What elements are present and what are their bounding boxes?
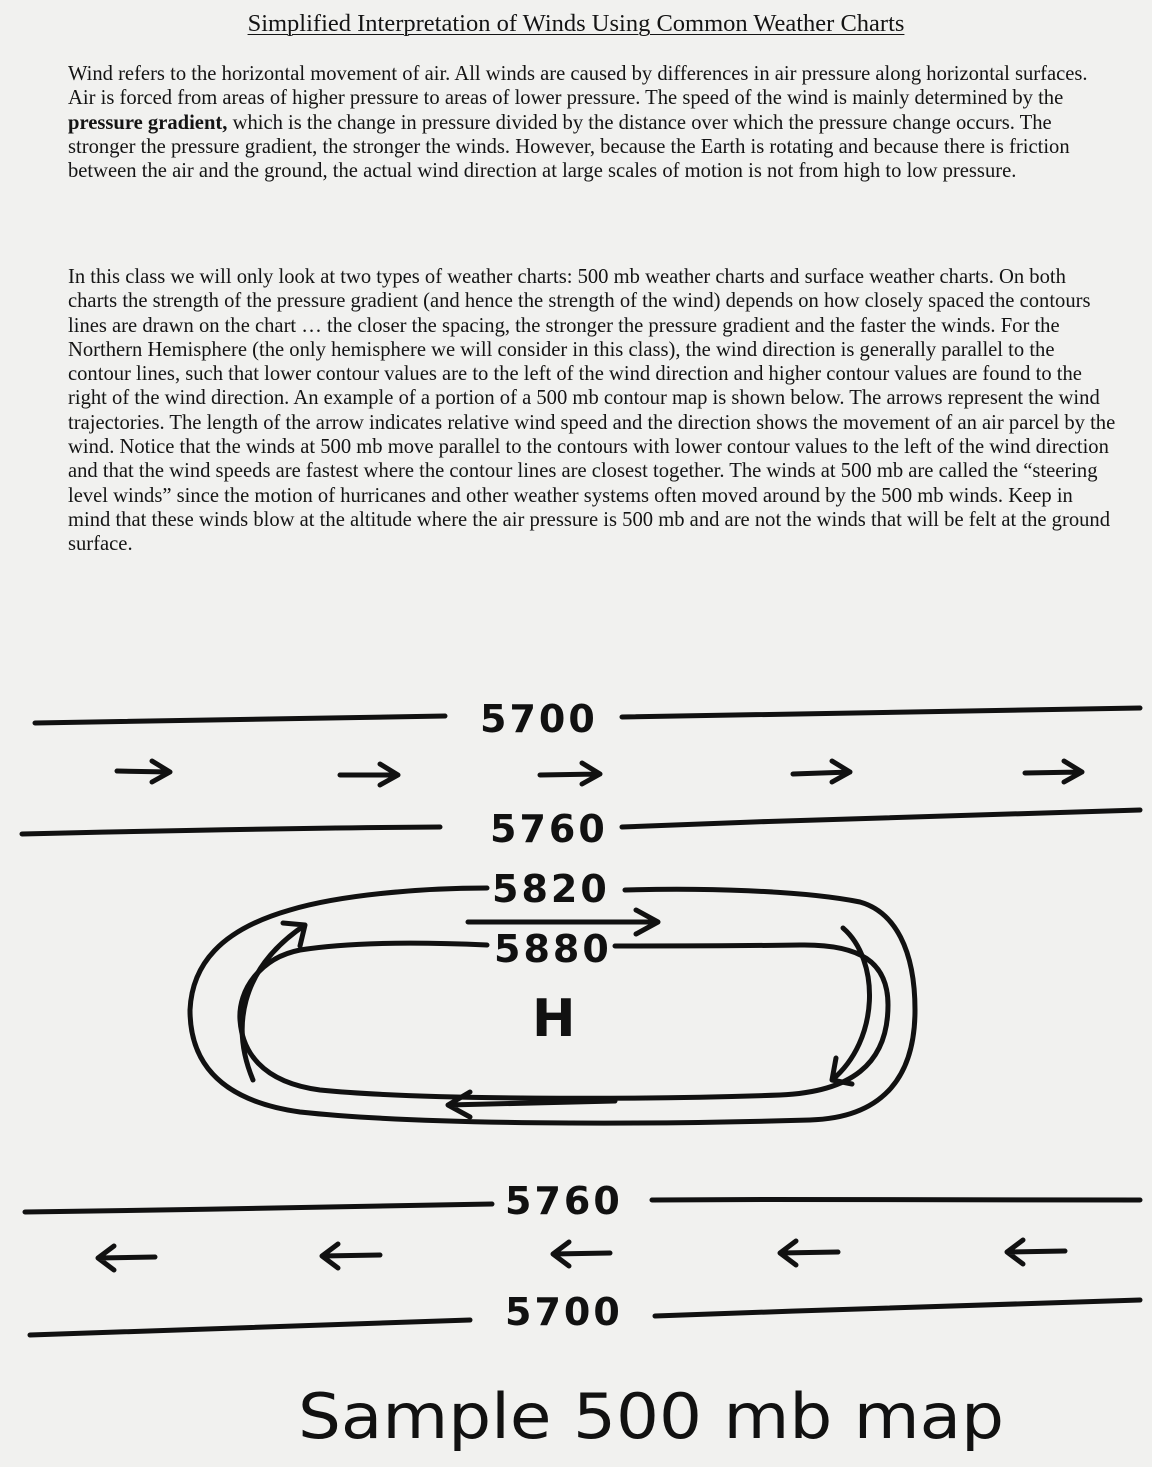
- contour-label-bottom-5700: 5700: [505, 1290, 623, 1334]
- contour-label-5820: 5820: [492, 867, 610, 911]
- contour-line-bottom-5700-left: [30, 1320, 470, 1335]
- contour-line-top-5760-left: [22, 827, 440, 834]
- wind-arrow: [780, 1241, 838, 1265]
- wind-arrow: [540, 763, 600, 784]
- sample-500mb-map: [0, 680, 1152, 1467]
- contour-line-top-5700-right: [622, 708, 1140, 717]
- contour-line-top-5700-left: [35, 716, 445, 723]
- wind-arrow: [553, 1242, 610, 1266]
- wind-arrow: [117, 761, 170, 782]
- intro-paragraph: [68, 62, 1118, 183]
- wind-arrow: [1025, 761, 1082, 782]
- weather-charts-paragraph: In this class we will only look at two types of weather charts: 500 mb weather charts and surface weather charts. On both charts the strength of the pressure gradient (and hence the strength of the wind) depends on how closely spaced the contours lines are drawn on the chart … the closer the spacing, the stronger the pressure gradient and the faster the winds. For the Northern Hemisphere (the only hemisphere we will consider in this class), the wind direction is generally parallel to the contour lines, such that lower contour values are to the left of the wind direction and higher contour values are found to the right of the wind direction. An example of a portion of a 500 mb contour map is shown below. The arrows represent the wind trajectories. The length of the arrow indicates relative wind speed and the direction shows the movement of an air parcel by the wind. Notice that the winds at 500 mb move parallel to the contours with lower contour values to the left of the wind direction and that the wind speeds are fastest where the contour lines are closest together. The winds at 500 mb are called the “steering level winds” since the motion of hurricanes and other weather systems often moved around by the 500 mb winds. Keep in mind that these winds blow at the altitude where the air pressure is 500 mb and are not the winds that will be felt at the ground surface.: [68, 266, 1116, 556]
- pressure-gradient-term: pressure gradient,: [68, 111, 228, 134]
- contour-label-5880: 5880: [494, 927, 612, 971]
- map-caption: Sample 500 mb map: [298, 1380, 1004, 1453]
- contour-line-bottom-5700-right: [655, 1300, 1140, 1316]
- wind-arrow: [1007, 1240, 1065, 1264]
- contour-line-top-5760-right: [622, 810, 1140, 827]
- top-wind-arrows: [117, 761, 1082, 785]
- contour-line-bottom-5760-left: [25, 1204, 492, 1212]
- wind-arrow: [793, 761, 850, 782]
- wind-arrow: [322, 1244, 380, 1268]
- contour-label-top-5700: 5700: [480, 697, 598, 741]
- intro-text-end: which is the change in pressure divided by the distance over which the pressure change occurs. The stronger the pressure gradient, the stronger the winds. However, because the Earth is rotating and because there is friction between the air and the ground, the actual wind direction at large scales of motion is not from high to low pressure.: [68, 111, 1070, 183]
- intro-text-start: Wind refers to the horizontal movement of air. All winds are caused by differences in air pressure along horizontal surfaces. Air is forced from areas of higher pressure to areas of lower pressure. The speed of the wind is mainly determined by the: [68, 63, 1088, 110]
- high-pressure-label: H: [532, 989, 576, 1049]
- contour-line-bottom-5760-right: [652, 1199, 1140, 1200]
- contour-label-bottom-5760: 5760: [505, 1179, 623, 1223]
- bottom-wind-arrows: [98, 1240, 1065, 1270]
- wind-arrow: [340, 764, 398, 785]
- wind-arrow: [98, 1246, 155, 1270]
- document-title: Simplified Interpretation of Winds Using Common Weather Charts: [247, 10, 905, 37]
- contour-label-top-5760: 5760: [490, 807, 608, 851]
